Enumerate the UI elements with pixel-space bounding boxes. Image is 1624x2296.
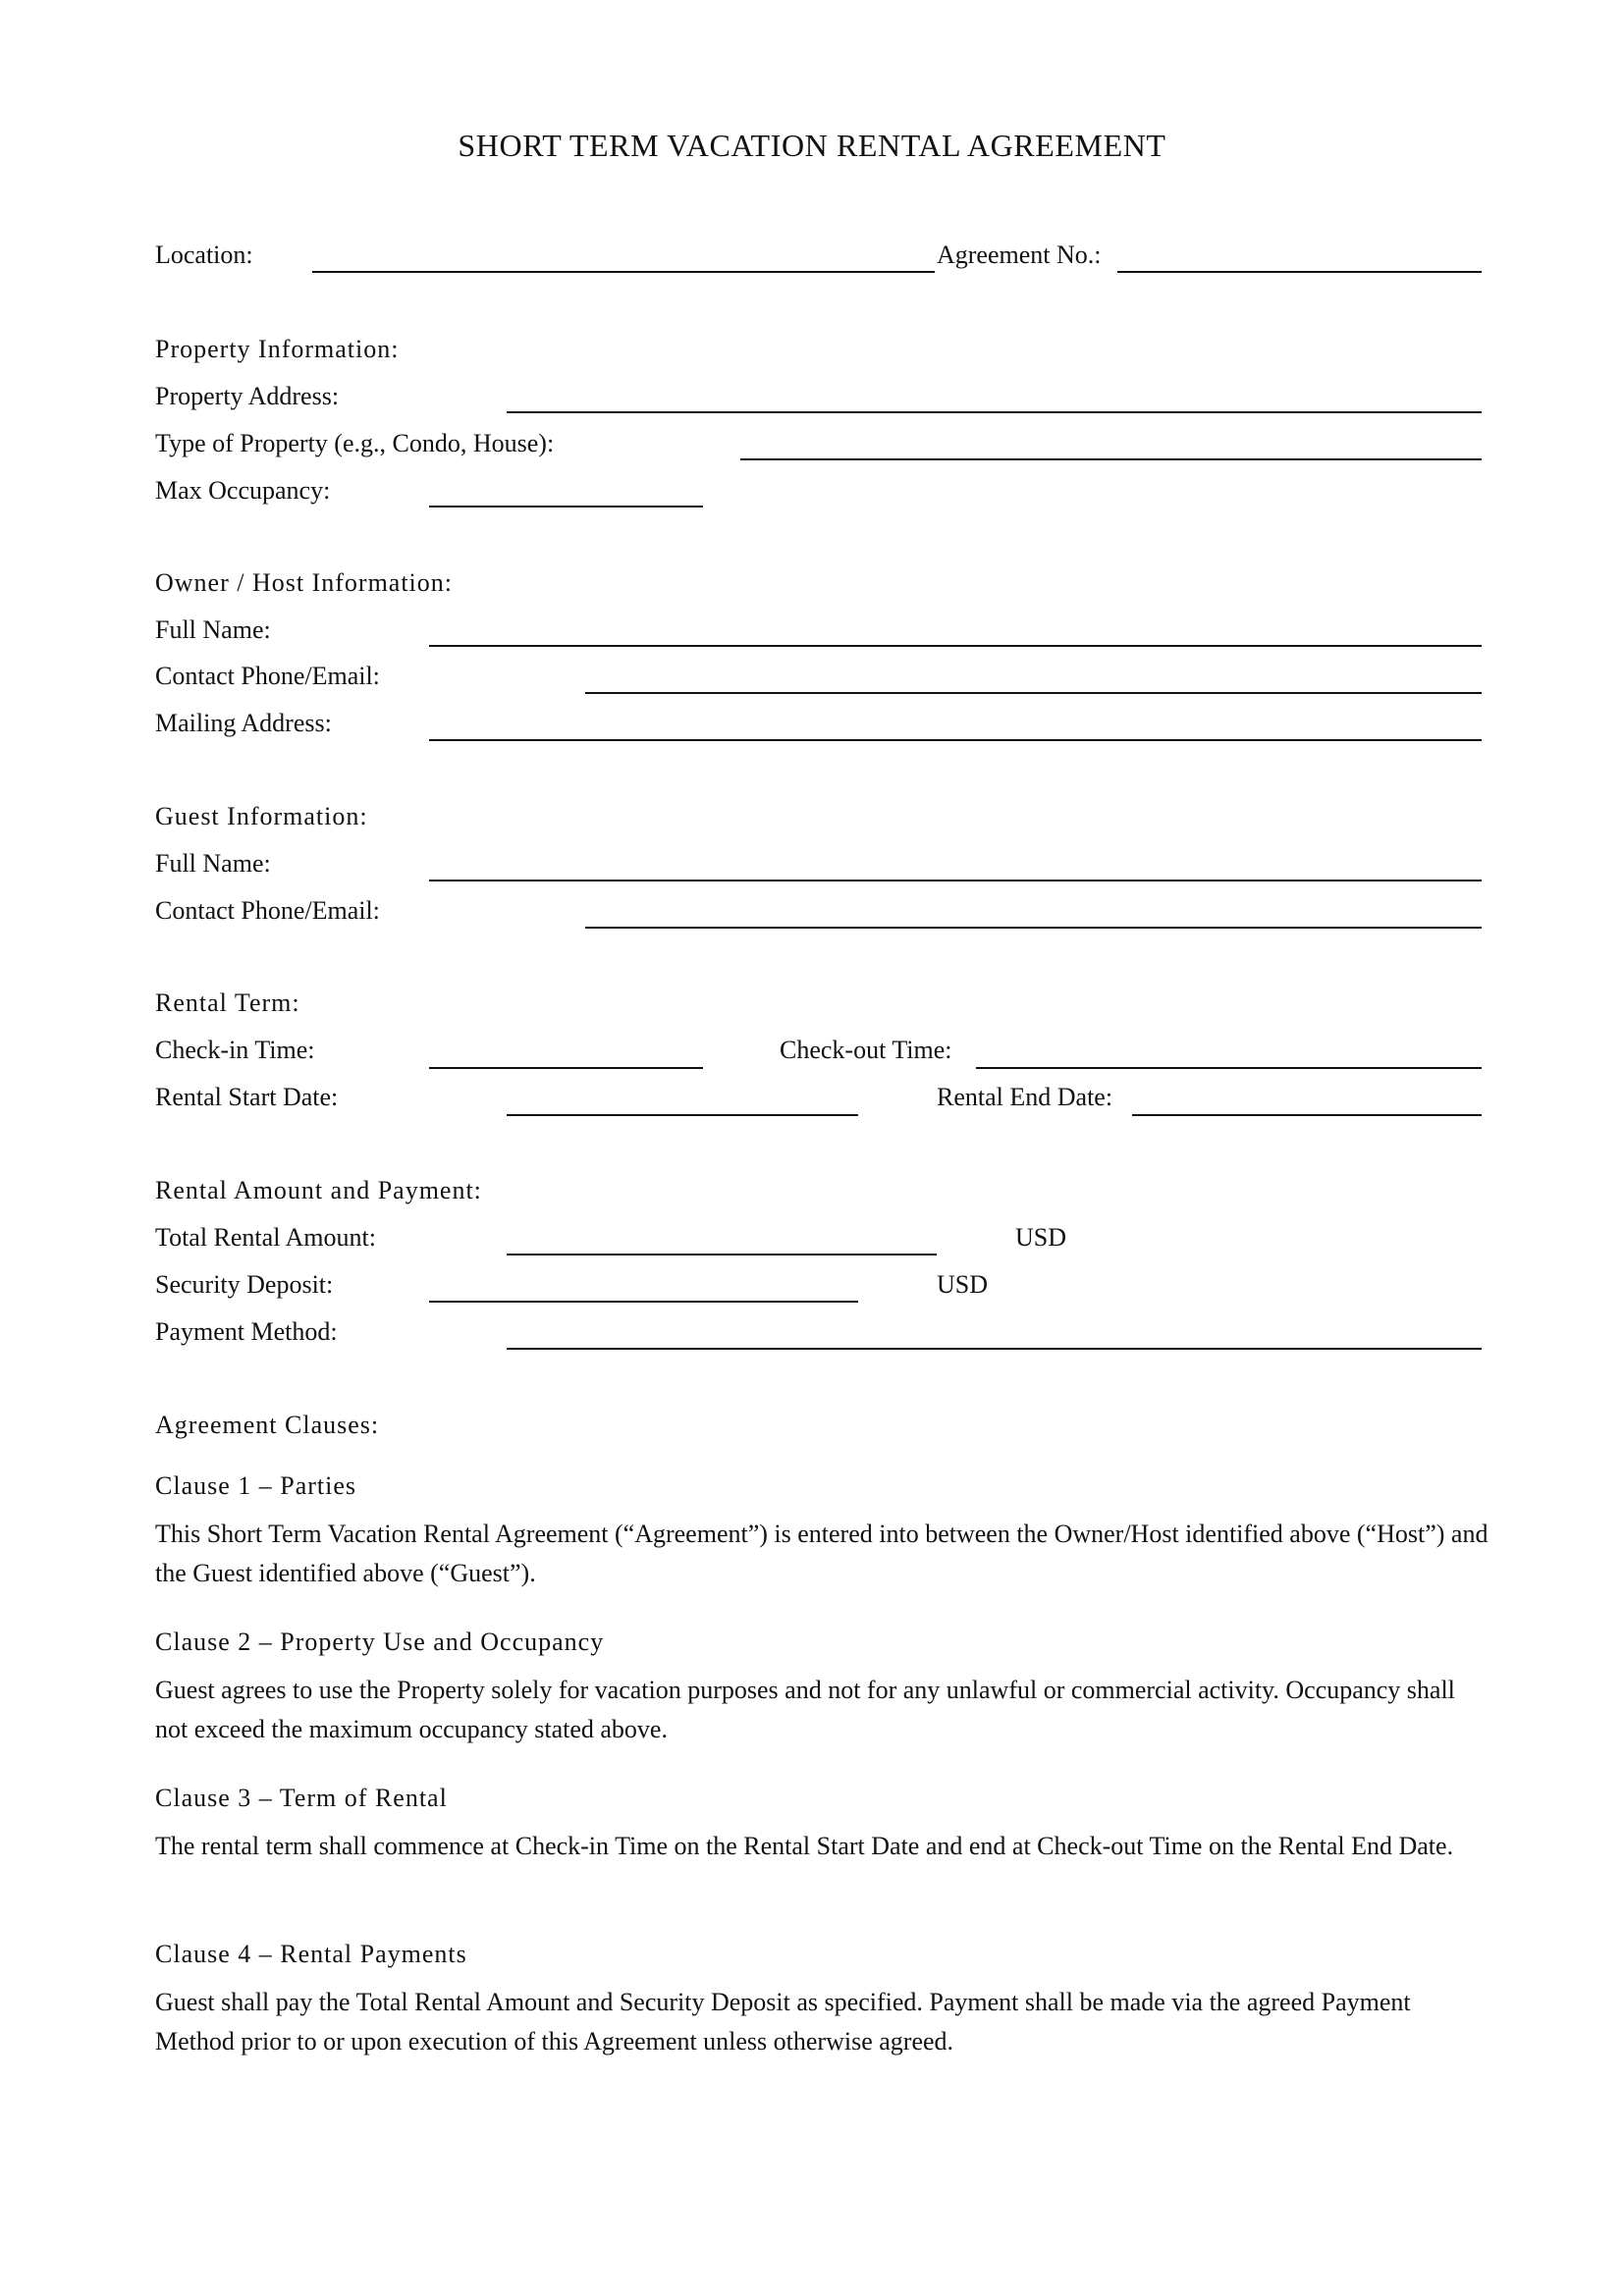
security-deposit-field[interactable] xyxy=(429,1301,858,1303)
clauses-section-heading: Agreement Clauses: xyxy=(155,1411,380,1439)
owner-contact-label: Contact Phone/Email: xyxy=(155,662,380,690)
owner-section-heading: Owner / Host Information: xyxy=(155,568,454,597)
rental-end-field[interactable] xyxy=(1132,1114,1482,1116)
clause-3-title: Clause 3 – Term of Rental xyxy=(155,1784,448,1812)
total-currency: USD xyxy=(1015,1223,1067,1252)
property-type-field[interactable] xyxy=(740,458,1482,460)
location-field[interactable] xyxy=(312,271,935,273)
document-title: SHORT TERM VACATION RENTAL AGREEMENT xyxy=(458,128,1166,163)
total-rental-field[interactable] xyxy=(507,1254,937,1255)
owner-contact-field[interactable] xyxy=(585,692,1482,694)
guest-contact-field[interactable] xyxy=(585,927,1482,929)
clause-4-body: Guest shall pay the Total Rental Amount and Security Deposit as specified. Payment shall be made via the agreed Payment Method prior to or upon execution of this Agreement unless otherwise agreed. xyxy=(155,1988,1411,2056)
total-rental-label: Total Rental Amount: xyxy=(155,1223,376,1252)
payment-method-label: Payment Method: xyxy=(155,1317,338,1346)
rental-end-label: Rental End Date: xyxy=(937,1083,1113,1111)
property-address-label: Property Address: xyxy=(155,382,340,410)
guest-contact-label: Contact Phone/Email: xyxy=(155,896,380,925)
clause-4-title: Clause 4 – Rental Payments xyxy=(155,1940,467,1968)
guest-full-name-field[interactable] xyxy=(429,880,1482,881)
owner-full-name-field[interactable] xyxy=(429,645,1482,647)
owner-mailing-field[interactable] xyxy=(429,739,1482,741)
security-deposit-label: Security Deposit: xyxy=(155,1270,334,1299)
rental-start-label: Rental Start Date: xyxy=(155,1083,339,1111)
check-out-label: Check-out Time: xyxy=(780,1036,952,1064)
owner-mailing-label: Mailing Address: xyxy=(155,709,332,737)
property-address-field[interactable] xyxy=(507,411,1482,413)
agreement-no-field[interactable] xyxy=(1117,271,1482,273)
rental-start-field[interactable] xyxy=(507,1114,858,1116)
agreement-no-label: Agreement No.: xyxy=(937,240,1102,269)
term-section-heading: Rental Term: xyxy=(155,988,300,1017)
clause-1-body: This Short Term Vacation Rental Agreement (“Agreement”) is entered into between the Owner/Host identified above (“Host”) and the Guest identified above (“Guest”). xyxy=(155,1520,1489,1587)
max-occupancy-field[interactable] xyxy=(429,506,703,507)
check-in-field[interactable] xyxy=(429,1067,703,1069)
property-type-label: Type of Property (e.g., Condo, House): xyxy=(155,429,555,457)
check-out-field[interactable] xyxy=(976,1067,1482,1069)
check-in-label: Check-in Time: xyxy=(155,1036,315,1064)
deposit-currency: USD xyxy=(937,1270,989,1299)
payment-method-field[interactable] xyxy=(507,1348,1482,1350)
owner-full-name-label: Full Name: xyxy=(155,615,271,644)
clause-3-body: The rental term shall commence at Check-in Time on the Rental Start Date and end at Check-out Time on the Rental End Date. xyxy=(155,1832,1454,1860)
property-section-heading: Property Information: xyxy=(155,335,400,363)
location-label: Location: xyxy=(155,240,253,269)
clause-2-body: Guest agrees to use the Property solely for vacation purposes and not for any unlawful or commercial activity. Occupancy shall not exceed the maximum occupancy stated above. xyxy=(155,1676,1455,1743)
payment-section-heading: Rental Amount and Payment: xyxy=(155,1176,482,1204)
guest-full-name-label: Full Name: xyxy=(155,849,271,878)
clause-2-title: Clause 2 – Property Use and Occupancy xyxy=(155,1628,605,1656)
max-occupancy-label: Max Occupancy: xyxy=(155,476,331,505)
clause-1-title: Clause 1 – Parties xyxy=(155,1471,357,1500)
guest-section-heading: Guest Information: xyxy=(155,802,368,830)
